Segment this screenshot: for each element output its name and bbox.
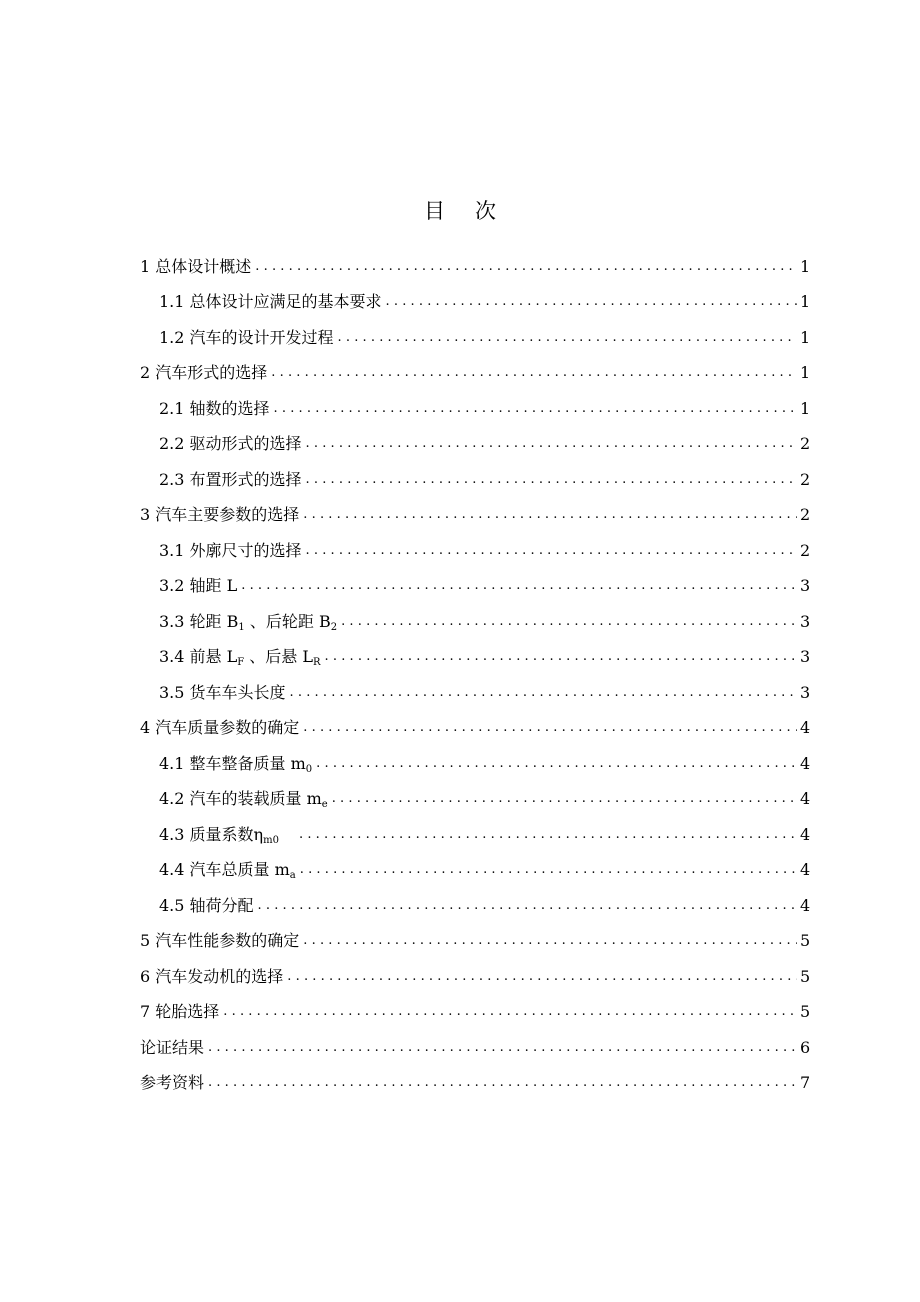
entry-label-subscript: a [289,870,296,881]
toc-entry[interactable] [140,383,810,419]
entry-label [159,647,321,667]
page-number: 1 [800,363,811,382]
toc-entry[interactable] [140,809,810,845]
dot-leader [306,541,797,561]
page-number: 3 [800,611,811,631]
toc-entry[interactable] [140,348,810,384]
toc-entry[interactable] [140,845,810,881]
dot-leader [306,434,797,454]
entry-label-text: 、后悬 L [244,647,314,666]
toc-entry[interactable] [140,1022,810,1058]
toc-entry[interactable] [140,916,810,952]
entry-label: 2.1 轴数的选择 [159,398,270,418]
entry-label: 论证结果 [140,1037,205,1057]
entry-label-text: 4.3 质量系数η [159,824,264,844]
toc-entry[interactable] [140,1058,810,1094]
page-number: 1 [800,327,811,347]
entry-label: 2.2 驱动形式的选择 [159,434,302,453]
dot-leader [332,789,797,809]
dot-leader [223,1002,797,1022]
toc-entry[interactable] [140,987,810,1023]
entry-label-subscript: 0 [305,763,313,775]
page-number: 5 [800,966,811,986]
dot-leader [303,718,797,738]
entry-label: 2 汽车形式的选择 [140,363,268,382]
toc-entry[interactable] [140,277,810,313]
toc-entry[interactable] [140,738,810,774]
toc-entry[interactable] [140,525,810,561]
toc-entry[interactable] [140,561,810,597]
toc-title [0,197,920,225]
page-number: 7 [800,1073,811,1092]
dot-leader [287,967,797,987]
dot-leader [325,647,797,667]
dot-leader [208,1038,797,1058]
dot-leader [290,683,797,703]
dot-leader [258,896,797,916]
dot-leader [338,328,797,348]
entry-label: 参考资料 [140,1073,205,1092]
toc-entry[interactable] [140,667,810,703]
entry-label: 1 总体设计概述 [140,256,252,276]
page-number: 2 [800,505,811,524]
entry-label-subscript: e [321,799,328,810]
page-number: 4 [800,895,811,915]
toc-entry[interactable] [140,703,810,739]
page-number: 4 [800,789,811,808]
toc-entry[interactable] [140,241,810,277]
page-number: 1 [800,256,811,276]
toc-title-char-1: 目 [424,199,445,223]
entry-label-subscript: F [237,657,245,668]
page-number: 3 [800,647,811,666]
toc-entry[interactable] [140,632,810,668]
toc-title-char-2: 次 [475,199,496,223]
dot-leader [306,470,797,490]
dot-leader [316,754,797,774]
entry-label [159,860,296,880]
page-number: 5 [800,931,811,950]
entry-label: 2.3 布置形式的选择 [159,469,302,489]
entry-label: 1.2 汽车的设计开发过程 [159,327,334,347]
entry-label-subscript: m0 [263,834,279,846]
dot-leader [255,257,797,277]
page-number: 1 [800,292,811,311]
toc-entry[interactable] [140,419,810,455]
entry-label-subscript: 2 [330,621,338,633]
dot-leader [274,399,797,419]
entry-label-text: 3.4 前悬 L [159,647,238,666]
entry-label: 4 汽车质量参数的确定 [140,718,300,737]
page-number: 6 [800,1037,811,1057]
entry-label-text: 4.2 汽车的装载质量 m [159,789,322,808]
dot-leader [299,825,797,845]
page-number: 3 [800,682,811,702]
entry-label [159,789,328,809]
page-number: 4 [800,753,811,773]
toc-entry[interactable] [140,490,810,526]
page-number: 2 [800,469,811,489]
entry-label-text: 4.1 整车整备质量 m [159,753,306,773]
page-number: 3 [800,576,811,595]
entry-label-text: 、后轮距 B [244,611,331,631]
dot-leader [303,505,797,525]
entry-label [159,825,295,845]
toc-entry[interactable] [140,774,810,810]
entry-label: 3.1 外廓尺寸的选择 [159,540,302,560]
entry-label-subscript: 1 [238,621,245,633]
dot-leader [341,612,797,632]
page-number: 1 [800,398,811,418]
entry-label: 4.5 轴荷分配 [159,895,254,915]
dot-leader [241,576,797,596]
entry-label: 7 轮胎选择 [140,1002,220,1021]
page-number: 2 [800,434,811,453]
entry-label-text: 4.4 汽车总质量 m [159,860,290,879]
page-number: 4 [800,860,811,879]
page-number: 4 [800,718,811,737]
toc-entry[interactable] [140,951,810,987]
entry-label: 3.2 轴距 L [159,576,238,595]
entry-label: 3.5 货车车头长度 [159,682,286,702]
dot-leader [300,860,797,880]
dot-leader [208,1073,797,1093]
table-of-contents [140,241,810,1093]
dot-leader [271,363,797,383]
dot-leader [303,931,797,951]
dot-leader [386,292,797,312]
page-number: 4 [800,824,811,844]
toc-entry[interactable] [140,312,810,348]
entry-label: 6 汽车发动机的选择 [140,966,284,986]
entry-label: 1.1 总体设计应满足的基本要求 [159,292,382,311]
toc-entry[interactable] [140,454,810,490]
page-number: 5 [800,1002,811,1021]
entry-label [159,754,312,774]
toc-entry[interactable] [140,596,810,632]
toc-entry[interactable] [140,880,810,916]
entry-label-subscript: R [313,657,321,668]
page-number: 2 [800,540,811,560]
entry-label: 5 汽车性能参数的确定 [140,931,300,950]
entry-label [159,612,337,632]
entry-label-text: 3.3 轮距 B [159,611,239,631]
entry-label: 3 汽车主要参数的选择 [140,505,300,524]
